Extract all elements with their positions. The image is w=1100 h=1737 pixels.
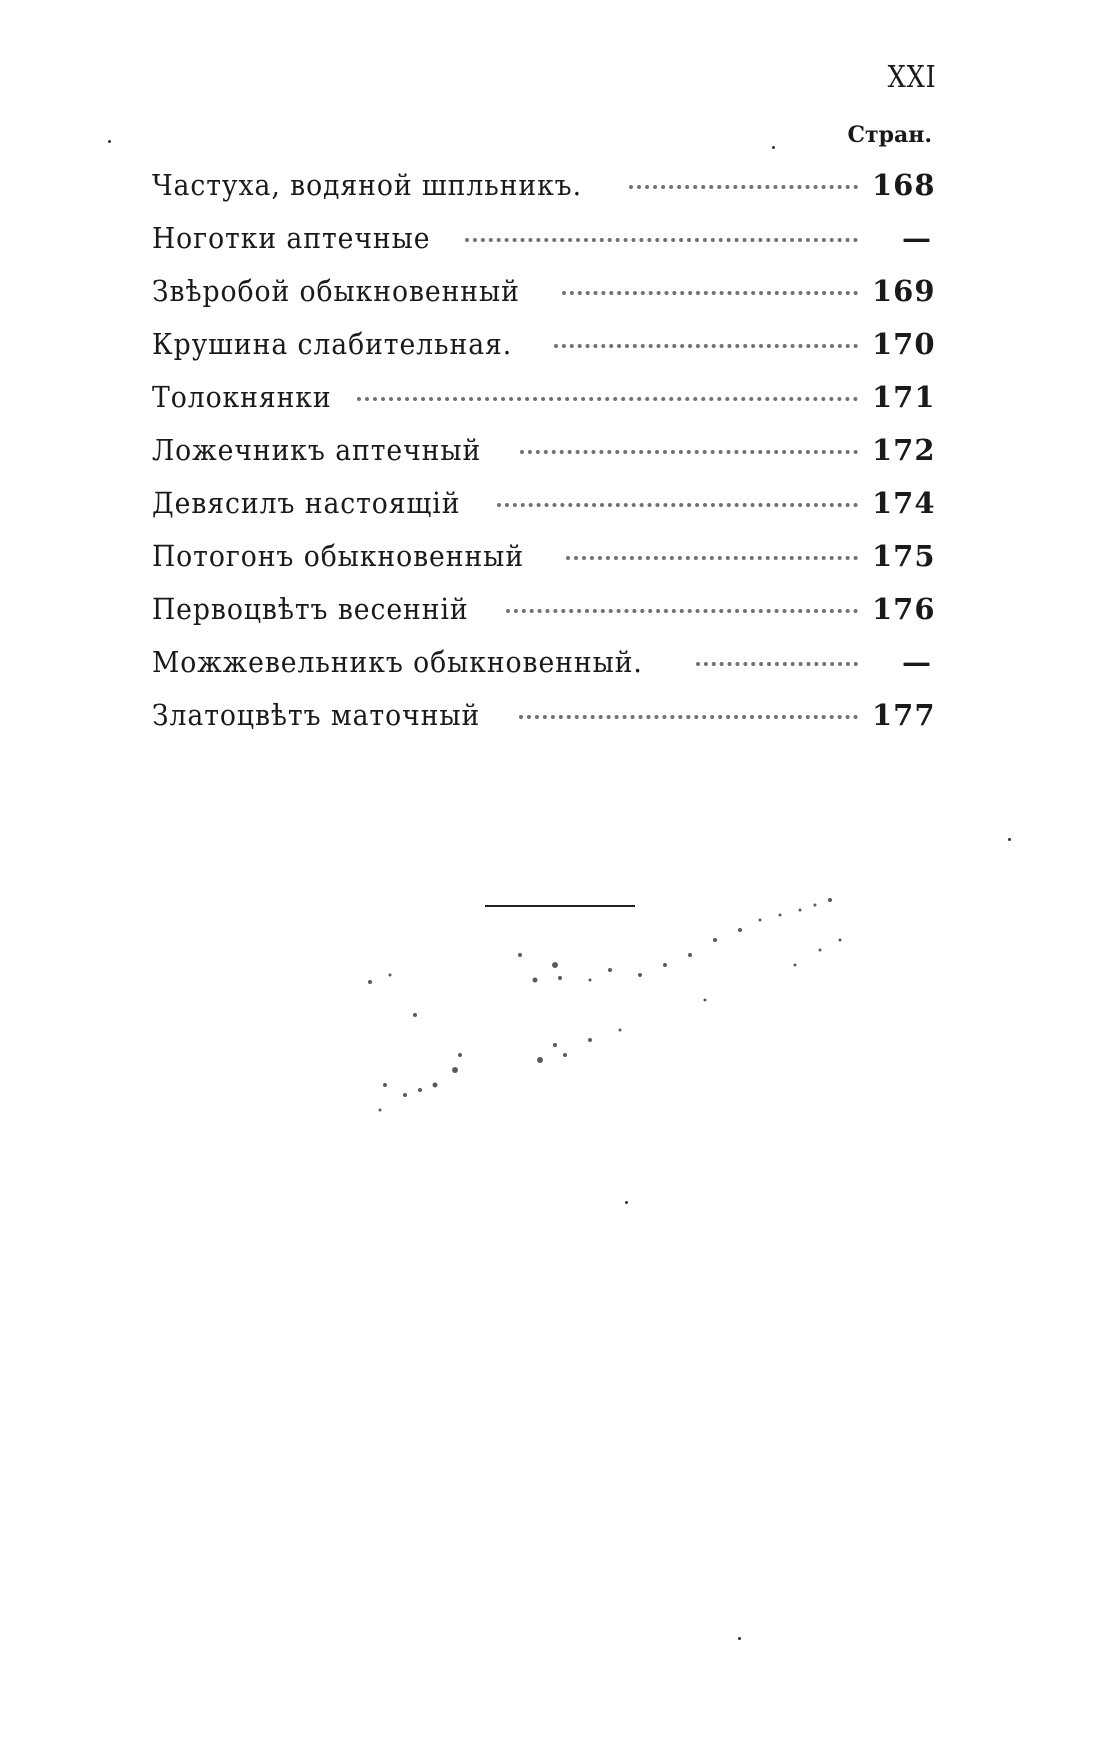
toc-entry (152, 592, 936, 645)
toc-entry-page: 168 (872, 168, 936, 202)
toc-entry-title: Девясилъ настоящій (152, 486, 461, 520)
print-speck (1008, 838, 1011, 841)
toc-entry (152, 327, 936, 380)
toc-entry (152, 274, 936, 327)
toc-entry (152, 168, 936, 221)
toc-entry-title: Ложечникъ аптечный (152, 433, 482, 467)
toc-dot-leader (357, 397, 858, 401)
toc-dot-leader (497, 503, 858, 507)
print-speck (738, 1637, 741, 1640)
toc-entry (152, 221, 932, 274)
toc-dot-leader (520, 450, 858, 454)
toc-dot-leader (465, 238, 858, 242)
page-number: XXI (888, 60, 937, 95)
toc-entry-page: 174 (872, 486, 936, 520)
print-speck (625, 1201, 628, 1204)
toc-entry (152, 645, 932, 698)
toc-entry-title: Толокнянки (152, 380, 332, 414)
faded-stamp-impression (360, 880, 950, 1180)
toc-dot-leader (506, 609, 858, 613)
toc-entry (152, 698, 936, 751)
toc-entry-title: Можжевельникъ обыкновенный. (152, 645, 643, 679)
toc-entry (152, 380, 936, 433)
toc-entry-page: 177 (872, 698, 936, 732)
toc-entry (152, 486, 936, 539)
toc-dot-leader (696, 662, 858, 666)
toc-entry-page: — (902, 221, 932, 255)
toc-dot-leader (562, 291, 858, 295)
column-header: Стран. (847, 122, 932, 148)
toc-entry-title: Потогонъ обыкновенный (152, 539, 525, 573)
toc-entry-page: 170 (872, 327, 936, 361)
toc-entry (152, 539, 936, 592)
toc-entry-title: Златоцвѣтъ маточный (152, 698, 481, 732)
print-speck (772, 146, 775, 149)
toc-entry-page: — (902, 645, 932, 679)
toc-entry-page: 172 (872, 433, 936, 467)
table-of-contents (152, 168, 936, 751)
toc-entry-page: 171 (872, 380, 936, 414)
toc-entry-title: Ноготки аптечные (152, 221, 431, 255)
toc-entry-title: Частуха, водяной шпльникъ. (152, 168, 582, 202)
toc-entry-title: Крушина слабительная. (152, 327, 513, 361)
print-speck (108, 140, 111, 143)
toc-dot-leader (519, 715, 858, 719)
toc-entry-page: 176 (872, 592, 936, 626)
toc-entry-page: 169 (872, 274, 936, 308)
toc-entry-page: 175 (872, 539, 936, 573)
toc-entry (152, 433, 936, 486)
toc-dot-leader (554, 344, 859, 348)
toc-dot-leader (629, 185, 858, 189)
toc-dot-leader (566, 556, 858, 560)
toc-entry-title: Звѣробой обыкновенный (152, 274, 520, 308)
toc-entry-title: Первоцвѣтъ весенній (152, 592, 469, 626)
